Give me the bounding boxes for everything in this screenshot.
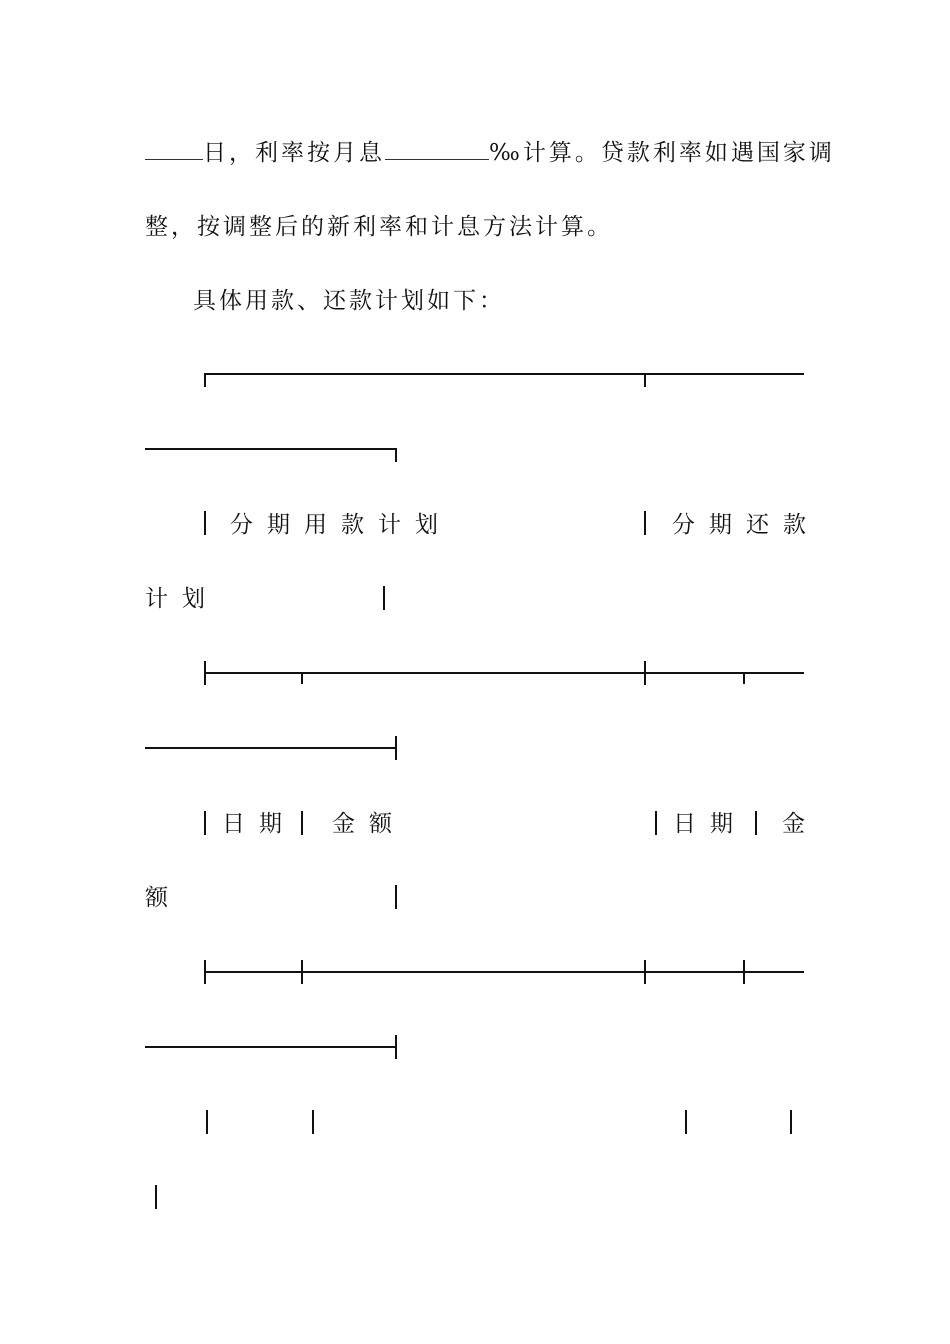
table-corner-top-right <box>395 448 397 462</box>
col-date-right: 日期 <box>673 811 747 837</box>
header-left: 分期用款计划 <box>230 512 452 538</box>
sep2-line-wrap <box>145 1046 397 1048</box>
col-date-left: 日期 <box>222 811 296 837</box>
sep1-line <box>204 672 804 674</box>
sep1-line-wrap <box>145 747 397 749</box>
sep2-cross-c <box>743 960 745 984</box>
row-bar-3 <box>685 1110 687 1134</box>
col-bar-2 <box>301 811 303 835</box>
sep1-tick-a <box>301 672 303 684</box>
sep1-tick-c <box>743 672 745 684</box>
blank-interest-rate <box>385 139 489 160</box>
row-bar-2 <box>312 1110 314 1134</box>
sep2-right <box>395 1035 397 1059</box>
header-mid-bar <box>644 511 646 535</box>
col-amount-right-part1: 金 <box>782 811 808 837</box>
header-right-part2: 计划 <box>145 586 219 612</box>
table-top-border-wrap <box>145 448 397 450</box>
line1-part1: 日，利率按月息 <box>203 140 385 166</box>
col-bar-3 <box>655 811 657 835</box>
header-left-bar <box>204 511 206 535</box>
header-right-part1: 分期还款 <box>672 512 820 538</box>
row-bar-1 <box>206 1110 208 1134</box>
blank-days <box>145 139 203 160</box>
sep1-right <box>395 736 397 760</box>
paragraph-line-2: 整，按调整后的新利率和计息方法计算。 <box>145 214 613 240</box>
col-bar-4 <box>755 811 757 835</box>
line1-part2: ‰计算。贷款利率如遇国家调 <box>489 140 835 166</box>
table-corner-top-left <box>204 373 206 387</box>
col-bar-1 <box>204 811 206 835</box>
header-right-bar <box>383 586 385 610</box>
row-bar-4 <box>790 1110 792 1134</box>
row-bar-5 <box>155 1185 157 1209</box>
table-top-border <box>204 373 804 375</box>
col-bar-5 <box>395 885 397 909</box>
table-tick-top-mid <box>644 373 646 387</box>
sep2-cross-a <box>301 960 303 984</box>
sep2-line <box>204 971 804 973</box>
col-amount-left: 金额 <box>332 811 406 837</box>
sep1-cross-b <box>644 661 646 685</box>
sep2-cross-b <box>644 960 646 984</box>
paragraph-line-1 <box>145 138 835 168</box>
paragraph-line-3: 具体用款、还款计划如下： <box>193 288 505 314</box>
col-amount-right-part2: 额 <box>145 885 171 911</box>
